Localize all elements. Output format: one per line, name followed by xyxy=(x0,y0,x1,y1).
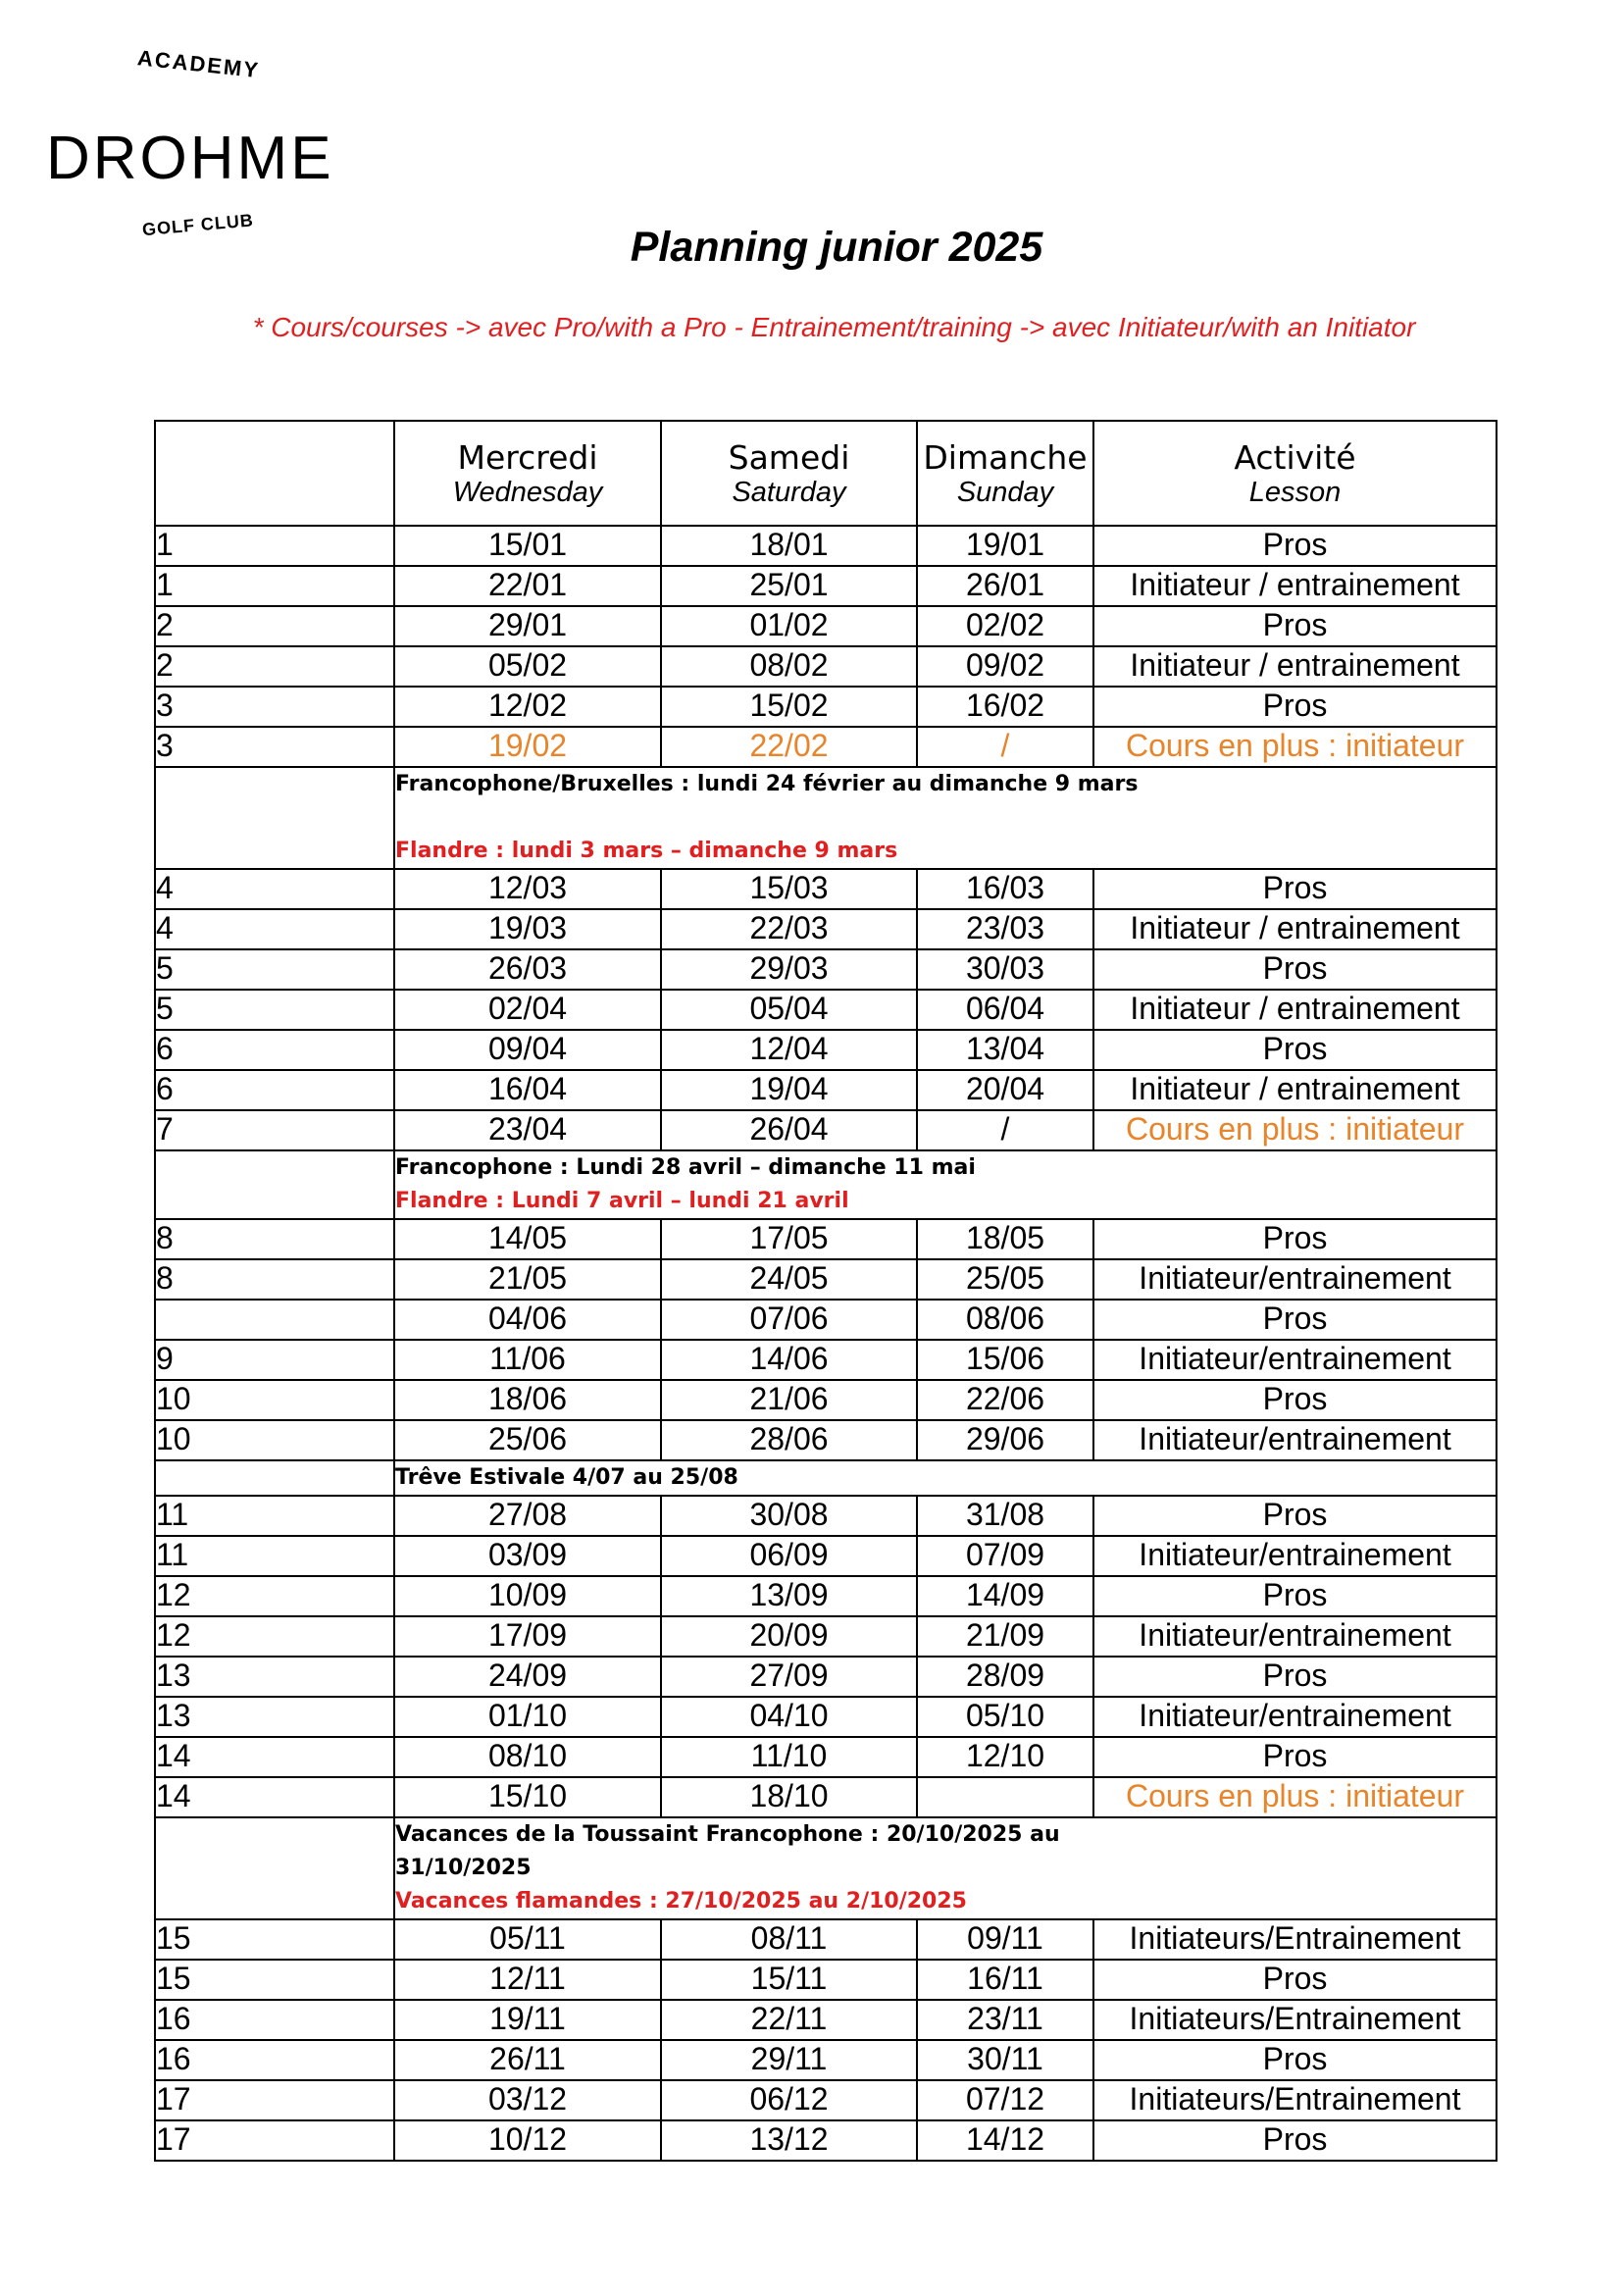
saturday-date-cell: 01/02 xyxy=(661,606,917,646)
sunday-date-cell: / xyxy=(917,1110,1093,1150)
sunday-date-cell: 09/11 xyxy=(917,1919,1093,1960)
table-row xyxy=(155,2040,1497,2080)
wednesday-date-cell: 12/03 xyxy=(394,869,661,909)
wednesday-date-cell: 11/06 xyxy=(394,1340,661,1380)
table-row xyxy=(155,1030,1497,1070)
saturday-date-cell: 08/11 xyxy=(661,1919,917,1960)
period-note-row xyxy=(155,1150,1497,1219)
saturday-date-cell: 29/03 xyxy=(661,949,917,990)
wednesday-date-cell: 21/05 xyxy=(394,1259,661,1300)
wednesday-date-cell: 12/02 xyxy=(394,687,661,727)
week-number-cell: 4 xyxy=(155,869,394,909)
saturday-date-cell: 19/04 xyxy=(661,1070,917,1110)
week-number-cell: 2 xyxy=(155,606,394,646)
week-number-cell: 6 xyxy=(155,1030,394,1070)
saturday-date-cell: 28/06 xyxy=(661,1420,917,1460)
week-number-cell: 14 xyxy=(155,1777,394,1817)
sunday-date-cell: 18/05 xyxy=(917,1219,1093,1259)
week-number-cell: 17 xyxy=(155,2080,394,2120)
week-number-cell xyxy=(155,1300,394,1340)
activity-cell: Initiateur/entrainement xyxy=(1093,1536,1497,1576)
table-row xyxy=(155,606,1497,646)
sunday-date-cell: 26/01 xyxy=(917,566,1093,606)
header-main-label: Dimanche xyxy=(923,437,1088,477)
activity-cell: Pros xyxy=(1093,687,1497,727)
sunday-date-cell: 14/09 xyxy=(917,1576,1093,1616)
wednesday-date-cell: 03/09 xyxy=(394,1536,661,1576)
wednesday-date-cell: 04/06 xyxy=(394,1300,661,1340)
week-number-cell: 10 xyxy=(155,1380,394,1420)
period-note-cell xyxy=(394,1817,1497,1919)
header-sub-label: Sunday xyxy=(956,476,1054,508)
flemish-holiday-text: Vacances flamandes : 27/10/2025 au 2/10/2025 xyxy=(395,1889,967,1913)
header-main-label: Mercredi xyxy=(457,437,598,477)
activity-cell: Pros xyxy=(1093,1380,1497,1420)
header-activity xyxy=(1093,421,1497,526)
saturday-date-cell: 30/08 xyxy=(661,1496,917,1536)
sunday-date-cell: 22/06 xyxy=(917,1380,1093,1420)
saturday-date-cell: 11/10 xyxy=(661,1737,917,1777)
saturday-date-cell: 22/11 xyxy=(661,2000,917,2040)
wednesday-date-cell: 15/10 xyxy=(394,1777,661,1817)
holiday-note-text: Francophone/Bruxelles : lundi 24 février au dimanche 9 mars xyxy=(395,772,1139,796)
saturday-date-cell: 07/06 xyxy=(661,1300,917,1340)
wednesday-date-cell: 08/10 xyxy=(394,1737,661,1777)
table-row xyxy=(155,687,1497,727)
week-number-cell: 3 xyxy=(155,687,394,727)
table-row xyxy=(155,1576,1497,1616)
page-title: Planning junior 2025 xyxy=(630,224,1043,271)
sunday-date-cell: 12/10 xyxy=(917,1737,1093,1777)
flemish-holiday-text: Flandre : Lundi 7 avril – lundi 21 avril xyxy=(395,1189,849,1213)
holiday-note-text: Francophone : Lundi 28 avril – dimanche 11 mai xyxy=(395,1155,976,1180)
note-blank-cell xyxy=(155,767,394,869)
table-row xyxy=(155,1960,1497,2000)
schedule-table xyxy=(154,420,1497,2162)
wednesday-date-cell: 27/08 xyxy=(394,1496,661,1536)
wednesday-date-cell: 19/11 xyxy=(394,2000,661,2040)
activity-cell: Initiateur/entrainement xyxy=(1093,1616,1497,1657)
saturday-date-cell: 15/11 xyxy=(661,1960,917,2000)
week-number-cell: 14 xyxy=(155,1737,394,1777)
wednesday-date-cell: 23/04 xyxy=(394,1110,661,1150)
week-number-cell: 15 xyxy=(155,1960,394,2000)
holiday-note-text: Trêve Estivale 4/07 au 25/08 xyxy=(395,1465,738,1490)
week-number-cell: 17 xyxy=(155,2120,394,2161)
week-number-cell: 6 xyxy=(155,1070,394,1110)
wednesday-date-cell: 10/12 xyxy=(394,2120,661,2161)
sunday-date-cell: 06/04 xyxy=(917,990,1093,1030)
activity-cell: Initiateur / entrainement xyxy=(1093,566,1497,606)
period-note-row xyxy=(155,1817,1497,1919)
saturday-date-cell: 14/06 xyxy=(661,1340,917,1380)
activity-cell: Initiateur/entrainement xyxy=(1093,1340,1497,1380)
header-main-label: Activité xyxy=(1234,437,1356,477)
sunday-date-cell: 25/05 xyxy=(917,1259,1093,1300)
wednesday-date-cell: 19/02 xyxy=(394,727,661,767)
wednesday-date-cell: 18/06 xyxy=(394,1380,661,1420)
logo-top-text: ACADEMY xyxy=(135,45,262,83)
sunday-date-cell: 20/04 xyxy=(917,1070,1093,1110)
sunday-date-cell: 30/11 xyxy=(917,2040,1093,2080)
saturday-date-cell: 06/09 xyxy=(661,1536,917,1576)
activity-cell: Pros xyxy=(1093,1576,1497,1616)
header-sub-label: Saturday xyxy=(732,476,846,508)
logo-bottom-text: GOLF CLUB xyxy=(141,210,255,240)
sunday-date-cell: 30/03 xyxy=(917,949,1093,990)
week-number-cell: 5 xyxy=(155,990,394,1030)
week-number-cell: 9 xyxy=(155,1340,394,1380)
wednesday-date-cell: 02/04 xyxy=(394,990,661,1030)
wednesday-date-cell: 15/01 xyxy=(394,526,661,566)
table-row xyxy=(155,909,1497,949)
activity-cell: Pros xyxy=(1093,1030,1497,1070)
table-row xyxy=(155,1420,1497,1460)
activity-cell: Initiateurs/Entrainement xyxy=(1093,2080,1497,2120)
period-note-row xyxy=(155,767,1497,869)
wednesday-date-cell: 22/01 xyxy=(394,566,661,606)
saturday-date-cell: 26/04 xyxy=(661,1110,917,1150)
note-blank-cell xyxy=(155,1460,394,1496)
week-number-cell: 8 xyxy=(155,1219,394,1259)
activity-cell: Initiateur/entrainement xyxy=(1093,1420,1497,1460)
activity-cell: Pros xyxy=(1093,526,1497,566)
activity-cell: Pros xyxy=(1093,1496,1497,1536)
table-row xyxy=(155,1070,1497,1110)
table-row xyxy=(155,1300,1497,1340)
sunday-date-cell: 09/02 xyxy=(917,646,1093,687)
week-number-cell: 4 xyxy=(155,909,394,949)
wednesday-date-cell: 24/09 xyxy=(394,1657,661,1697)
table-row xyxy=(155,2000,1497,2040)
saturday-date-cell: 18/01 xyxy=(661,526,917,566)
saturday-date-cell: 08/02 xyxy=(661,646,917,687)
club-logo xyxy=(44,44,368,250)
table-row xyxy=(155,1496,1497,1536)
logo-main-text: DROHME xyxy=(46,125,334,192)
saturday-date-cell: 27/09 xyxy=(661,1657,917,1697)
activity-cell: Initiateurs/Entrainement xyxy=(1093,2000,1497,2040)
holiday-note-text xyxy=(395,801,1496,835)
saturday-date-cell: 06/12 xyxy=(661,2080,917,2120)
saturday-date-cell: 17/05 xyxy=(661,1219,917,1259)
period-note-cell xyxy=(394,767,1497,869)
week-number-cell: 5 xyxy=(155,949,394,990)
table-row xyxy=(155,869,1497,909)
activity-cell: Initiateur/entrainement xyxy=(1093,1259,1497,1300)
sunday-date-cell: 15/06 xyxy=(917,1340,1093,1380)
week-number-cell: 2 xyxy=(155,646,394,687)
flemish-holiday-text: Flandre : lundi 3 mars – dimanche 9 mars xyxy=(395,839,898,863)
sunday-date-cell: 29/06 xyxy=(917,1420,1093,1460)
header-sub-label: Lesson xyxy=(1248,476,1342,508)
note-blank-cell xyxy=(155,1817,394,1919)
week-number-cell: 1 xyxy=(155,566,394,606)
week-number-cell: 12 xyxy=(155,1616,394,1657)
wednesday-date-cell: 12/11 xyxy=(394,1960,661,2000)
wednesday-date-cell: 25/06 xyxy=(394,1420,661,1460)
wednesday-date-cell: 19/03 xyxy=(394,909,661,949)
activity-cell: Pros xyxy=(1093,1219,1497,1259)
table-header-row xyxy=(155,421,1497,526)
sunday-date-cell: 21/09 xyxy=(917,1616,1093,1657)
saturday-date-cell: 25/01 xyxy=(661,566,917,606)
activity-cell: Pros xyxy=(1093,2040,1497,2080)
wednesday-date-cell: 14/05 xyxy=(394,1219,661,1259)
week-number-cell: 10 xyxy=(155,1420,394,1460)
header-saturday xyxy=(661,421,917,526)
activity-cell: Pros xyxy=(1093,1737,1497,1777)
week-number-cell: 12 xyxy=(155,1576,394,1616)
table-row xyxy=(155,949,1497,990)
activity-cell: Pros xyxy=(1093,869,1497,909)
activity-cell: Initiateurs/Entrainement xyxy=(1093,1919,1497,1960)
activity-cell: Cours en plus : initiateur xyxy=(1093,1110,1497,1150)
sunday-date-cell: 28/09 xyxy=(917,1657,1093,1697)
saturday-date-cell: 12/04 xyxy=(661,1030,917,1070)
sunday-date-cell: 13/04 xyxy=(917,1030,1093,1070)
week-number-cell: 3 xyxy=(155,727,394,767)
period-note-cell xyxy=(394,1460,1497,1496)
week-number-cell: 1 xyxy=(155,526,394,566)
period-note-cell xyxy=(394,1150,1497,1219)
activity-cell: Initiateur/entrainement xyxy=(1093,1697,1497,1737)
header-sunday xyxy=(917,421,1093,526)
header-sub-label: Wednesday xyxy=(452,476,603,508)
wednesday-date-cell: 05/02 xyxy=(394,646,661,687)
sunday-date-cell: 23/03 xyxy=(917,909,1093,949)
saturday-date-cell: 22/03 xyxy=(661,909,917,949)
saturday-date-cell: 21/06 xyxy=(661,1380,917,1420)
wednesday-date-cell: 17/09 xyxy=(394,1616,661,1657)
activity-cell: Cours en plus : initiateur xyxy=(1093,1777,1497,1817)
table-row xyxy=(155,990,1497,1030)
table-row xyxy=(155,1536,1497,1576)
saturday-date-cell: 05/04 xyxy=(661,990,917,1030)
sunday-date-cell: / xyxy=(917,727,1093,767)
activity-cell: Pros xyxy=(1093,606,1497,646)
sunday-date-cell: 07/12 xyxy=(917,2080,1093,2120)
saturday-date-cell: 13/12 xyxy=(661,2120,917,2161)
table-row xyxy=(155,1259,1497,1300)
week-number-cell: 16 xyxy=(155,2000,394,2040)
activity-cell: Cours en plus : initiateur xyxy=(1093,727,1497,767)
saturday-date-cell: 15/02 xyxy=(661,687,917,727)
table-row xyxy=(155,1657,1497,1697)
table-row xyxy=(155,1340,1497,1380)
header-wednesday xyxy=(394,421,661,526)
table-row xyxy=(155,727,1497,767)
saturday-date-cell: 29/11 xyxy=(661,2040,917,2080)
wednesday-date-cell: 10/09 xyxy=(394,1576,661,1616)
week-number-cell: 11 xyxy=(155,1536,394,1576)
wednesday-date-cell: 09/04 xyxy=(394,1030,661,1070)
page-subtitle: * Cours/courses -> avec Pro/with a Pro - Entrainement/training -> avec Initiateur/with an Initiator xyxy=(252,312,1416,342)
week-number-cell: 16 xyxy=(155,2040,394,2080)
table-row xyxy=(155,1777,1497,1817)
activity-cell: Initiateur / entrainement xyxy=(1093,990,1497,1030)
wednesday-date-cell: 26/11 xyxy=(394,2040,661,2080)
week-number-cell: 8 xyxy=(155,1259,394,1300)
table-row xyxy=(155,1219,1497,1259)
sunday-date-cell: 02/02 xyxy=(917,606,1093,646)
sunday-date-cell: 08/06 xyxy=(917,1300,1093,1340)
sunday-date-cell: 14/12 xyxy=(917,2120,1093,2161)
table-row xyxy=(155,1380,1497,1420)
sunday-date-cell: 16/11 xyxy=(917,1960,1093,2000)
activity-cell: Pros xyxy=(1093,1657,1497,1697)
saturday-date-cell: 13/09 xyxy=(661,1576,917,1616)
activity-cell: Pros xyxy=(1093,949,1497,990)
table-row xyxy=(155,1737,1497,1777)
wednesday-date-cell: 26/03 xyxy=(394,949,661,990)
table-row xyxy=(155,646,1497,687)
wednesday-date-cell: 01/10 xyxy=(394,1697,661,1737)
table-row xyxy=(155,2080,1497,2120)
saturday-date-cell: 20/09 xyxy=(661,1616,917,1657)
table-row xyxy=(155,1616,1497,1657)
sunday-date-cell: 19/01 xyxy=(917,526,1093,566)
holiday-note-text: 31/10/2025 xyxy=(395,1856,532,1880)
week-number-cell: 15 xyxy=(155,1919,394,1960)
week-number-cell: 7 xyxy=(155,1110,394,1150)
wednesday-date-cell: 29/01 xyxy=(394,606,661,646)
saturday-date-cell: 24/05 xyxy=(661,1259,917,1300)
period-note-row xyxy=(155,1460,1497,1496)
header-main-label: Samedi xyxy=(728,437,850,477)
activity-cell: Pros xyxy=(1093,1960,1497,2000)
wednesday-date-cell: 03/12 xyxy=(394,2080,661,2120)
table-row xyxy=(155,1110,1497,1150)
table-row xyxy=(155,1919,1497,1960)
sunday-date-cell: 16/02 xyxy=(917,687,1093,727)
week-number-cell: 13 xyxy=(155,1697,394,1737)
table-row xyxy=(155,526,1497,566)
activity-cell: Pros xyxy=(1093,2120,1497,2161)
saturday-date-cell: 04/10 xyxy=(661,1697,917,1737)
saturday-date-cell: 15/03 xyxy=(661,869,917,909)
header-week xyxy=(155,421,394,526)
wednesday-date-cell: 05/11 xyxy=(394,1919,661,1960)
club-logo-graphic xyxy=(44,44,368,250)
activity-cell: Pros xyxy=(1093,1300,1497,1340)
schedule-body xyxy=(155,526,1497,2161)
sunday-date-cell: 31/08 xyxy=(917,1496,1093,1536)
activity-cell: Initiateur / entrainement xyxy=(1093,646,1497,687)
week-number-cell: 13 xyxy=(155,1657,394,1697)
table-row xyxy=(155,2120,1497,2161)
sunday-date-cell: 05/10 xyxy=(917,1697,1093,1737)
saturday-date-cell: 22/02 xyxy=(661,727,917,767)
activity-cell: Initiateur / entrainement xyxy=(1093,1070,1497,1110)
sunday-date-cell: 23/11 xyxy=(917,2000,1093,2040)
activity-cell: Initiateur / entrainement xyxy=(1093,909,1497,949)
sunday-date-cell: 16/03 xyxy=(917,869,1093,909)
saturday-date-cell: 18/10 xyxy=(661,1777,917,1817)
sunday-date-cell xyxy=(917,1777,1093,1817)
sunday-date-cell: 07/09 xyxy=(917,1536,1093,1576)
note-blank-cell xyxy=(155,1150,394,1219)
holiday-note-text: Vacances de la Toussaint Francophone : 20/10/2025 au xyxy=(395,1822,1060,1847)
table-row xyxy=(155,1697,1497,1737)
table-row xyxy=(155,566,1497,606)
wednesday-date-cell: 16/04 xyxy=(394,1070,661,1110)
week-number-cell: 11 xyxy=(155,1496,394,1536)
